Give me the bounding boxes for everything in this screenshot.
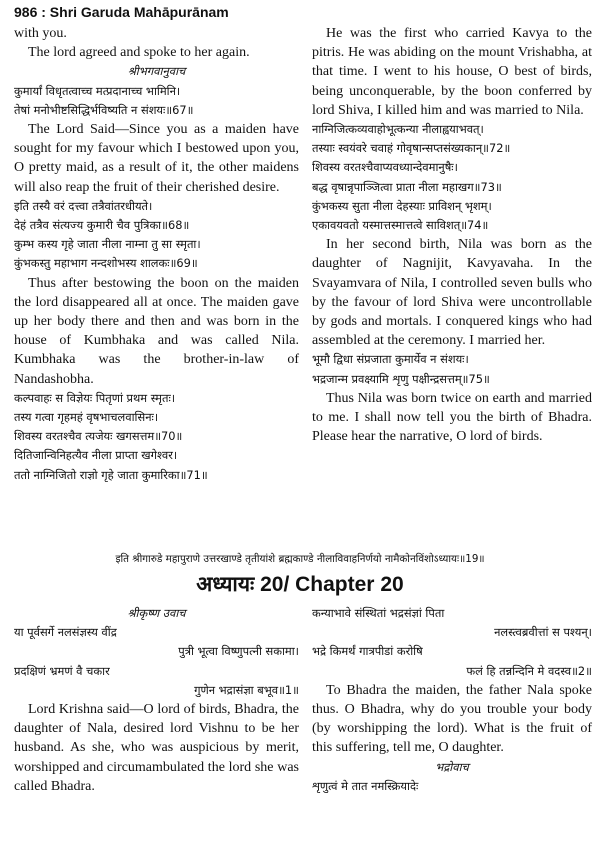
text-paragraph: The lord agreed and spoke to her again. — [28, 45, 250, 61]
chapter-title: अध्यायः 20/ Chapter 20 — [196, 573, 404, 596]
speaker-heading: श्रीकृष्ण उवाच — [127, 606, 186, 620]
sanskrit-verse: शिवस्य वरतश्चैवाप्यवध्यान्देवमानुषैः। — [312, 160, 458, 175]
sanskrit-verse: भूमौ द्विधा संप्रजाता कुमार्येव न संशयः। — [312, 352, 469, 367]
page-header: 986 : Shri Garuda Mahāpurānam — [14, 4, 229, 20]
sanskrit-verse: इति तस्यै वरं दत्त्वा तत्रैवांतरधीयते। — [14, 198, 153, 213]
sanskrit-verse: या पूर्वसर्गे नलसंज्ञस्य वींद्र — [14, 625, 117, 640]
left-column-lower — [14, 604, 299, 796]
right-column-lower — [312, 604, 592, 796]
sanskrit-verse: देहं तत्रैव संत्यज्य कुमारी चैव पुत्रिका॥68॥ — [14, 218, 190, 233]
sanskrit-verse: कन्याभावे संस्थितां भद्रसंज्ञां पिता — [312, 606, 445, 620]
text-paragraph: To Bhadra the maiden, the father Nala spoke thus. O Bhadra, why do you trouble your body (by worshipping the lord). What is the fruit of this suffering, tell me, O daughter. — [312, 682, 592, 756]
sanskrit-verse: प्रदक्षिणं भ्रमणं वै चकार — [14, 663, 110, 678]
sanskrit-verse: भद्रजान्म प्रवक्ष्यामि शृणु पक्षीन्द्रसत्तम्॥75॥ — [312, 371, 490, 386]
sanskrit-verse: तेषां मनोभीष्टसिद्धिर्भविष्यति न संशयः॥67॥ — [14, 102, 194, 117]
speaker-heading: श्रीभगवानुवाच — [127, 64, 186, 79]
sanskrit-verse: कुमार्यां विधृतत्वाच्च मत्प्रदानाच्च भामिनि। — [14, 83, 181, 98]
text-paragraph: Lord Krishna said—O lord of birds, Bhadra, the daughter of Nala, desired lord Vishnu to be her husband. As she, who was auspicious by merit, worshipped and circumambulated the lord she was called Bhadra. — [14, 702, 299, 794]
right-column-upper — [312, 24, 592, 446]
speaker-heading: भद्रोवाच — [435, 759, 469, 774]
sanskrit-verse: शृणुत्वं मे तात नमस्क्रियादेः — [312, 778, 419, 793]
left-column-upper — [14, 24, 299, 485]
sanskrit-verse: नाग्निजित्कव्यवाहोभूत्कन्या नीलाह्वयाभवत्। — [312, 122, 484, 137]
sanskrit-verse: दितिजान्विनिहत्यैव नीला प्राप्ता खगेश्वर। — [14, 448, 178, 463]
text-paragraph: He was the first who carried Kavya to the pitris. He was abiding on the mount Vrishabha, at that time. I went to his house, O best of birds, being unconquerable, by the boon conferred by lord Shiva, I killed him and was married to Nila. — [312, 26, 592, 118]
text-paragraph: with you. — [14, 26, 67, 41]
sanskrit-verse: गुणेन भद्रासंज्ञा बभूव॥1॥ — [194, 682, 299, 697]
sanskrit-verse: कल्पवाहः स विज्ञेयः पितृणां प्रथम स्मृतः। — [14, 390, 176, 405]
sanskrit-verse: कुंभकस्तु महाभाग नन्दशोभस्य शालकः॥69॥ — [14, 256, 198, 271]
sanskrit-verse: शिवस्य वरतश्चैव त्यजेयः खगसत्तम॥70॥ — [14, 429, 183, 444]
text-paragraph: In her second birth, Nila was born as the daughter of Nagnijit, Kavyavaha. In the Svayamvara of Nila, I controlled seven bulls who by the favour of lord Shiva were uncontrollable by gods and mortals. I conquered kings who had assembled at the ceremony. I married her. — [312, 237, 592, 349]
sanskrit-verse: ततो नाग्निजितो राज्ञो गृहे जाता कुमारिका॥71॥ — [14, 467, 208, 482]
text-paragraph: Thus after bestowing the boon on the maiden the lord disappeared all at once. The maiden gave up her body there and then and was born in the house of Kumbhaka and was called Nila. Kumbhaka was the brother-in-law of Nandashobha. — [14, 275, 299, 387]
sanskrit-verse: एकावयवतो यस्मात्तस्मात्तत्वे साविशत्॥74॥ — [312, 218, 489, 233]
sanskrit-verse: कुम्भ कस्य गृहे जाता नीला नाम्ना तु सा स्मृता। — [14, 237, 201, 252]
sanskrit-verse: फलं हि तन्नन्दिनि मे वदस्व॥2॥ — [466, 663, 592, 678]
sanskrit-verse: तस्य गत्वा गृहमहं वृषभाचलवासिनः। — [14, 410, 159, 425]
sanskrit-verse: तस्याः स्वयंवरे चवाहं गोवृषान्सप्तसंख्यकान्॥72॥ — [312, 141, 511, 156]
sanskrit-verse: कुंभकस्य सुता नीला देहस्याः प्राविशन् भृशम्। — [312, 198, 492, 213]
chapter-colophon: इति श्रीगारुडे महापुराणे उत्तरखाण्डे तृतीयांशे ब्रह्मकाण्डे नीलाविवाहनिर्णयो नामैकोनविंशोऽध्यायः॥19॥ — [115, 553, 485, 565]
sanskrit-verse: बद्ध वृषान्नृपाञ्जित्वा प्राता नीला महाखग॥73॥ — [312, 179, 502, 194]
text-paragraph: Thus Nila was born twice on earth and married to me. I shall now tell you the birth of Bhadra. Please hear the narrative, O lord of birds. — [312, 390, 592, 445]
sanskrit-verse: पुत्री भूत्वा विष्णुपत्नी सकामा। — [178, 644, 299, 659]
text-paragraph: The Lord Said—Since you as a maiden have sought for my favour which I bestowed upon you, O pretty maid, as a result of it, the other maidens will also reap the fruit of their cherished desire. — [14, 122, 299, 195]
sanskrit-verse: भद्रे किमर्थं गात्रपीडां करोषि — [312, 644, 423, 659]
sanskrit-verse: नलस्त्वब्रवीत्तां स पश्यन्। — [494, 625, 592, 640]
